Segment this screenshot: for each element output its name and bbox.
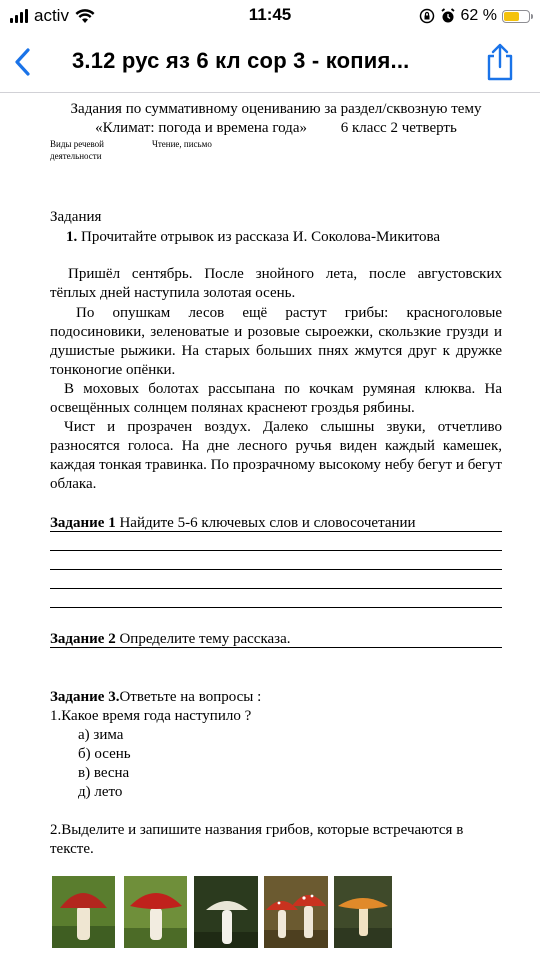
story-paragraph-3: В моховых болотах рассыпана по кочкам румяная клюква. На освещённых солнцем полянах краснеют гроздья рябины. [50,381,502,416]
answer-line [50,647,502,648]
assessment-header-line-1: Задания по суммативному оцениванию за раздел/сквозную тему [70,101,482,117]
navigation-bar [0,32,540,93]
task-z3 [50,688,261,707]
speech-activity-label-2: деятельности [50,151,102,161]
answer-line [50,607,502,608]
question-2: 2.Выделите и запишите названия грибов, которые встречаются в тексте. [50,822,464,857]
story-paragraph-4: Чист и прозрачен воздух. Далеко слышны звуки, отчетливо разносятся голоса. На дне лесного ручья виден каждый камешек, каждая тонкая травинка. По прозрачному высокому небу бегут и бегут облака. [50,419,502,492]
status-right [419,4,530,28]
option-c: в) весна [78,765,130,781]
document-title: 3.12 рус яз 6 кл сор 3 - копия... [72,48,410,73]
answer-line [50,531,502,532]
speech-activity-value: Чтение, письмо [152,139,212,149]
battery-fill [504,12,519,21]
mushroom-photo-3 [194,876,258,948]
mushroom-photo-2 [124,876,187,948]
question-1: 1.Какое время года наступило ? [50,708,252,724]
mushroom-photo-1 [52,876,115,948]
tasks-heading: Задания [50,209,102,225]
carrier-name: activ [34,6,69,25]
task-z1-label: Задание 1 [50,515,116,531]
answer-line [50,569,502,570]
mushroom-photos [52,876,392,948]
option-b: б) осень [78,746,131,762]
option-a: а) зима [78,727,124,743]
task-1-number: 1. [66,229,78,245]
orientation-lock-icon [419,8,435,24]
task-z2-label: Задание 2 [50,631,116,647]
story-paragraph-2: По опушкам лесов ещё растут грибы: красноголовые подосиновики, зеленоватые и розовые сыроежки, скользкие грузди и душистые рыжики. На старых больших пнях жмутся друг к дружке тонконогие опёнки. [50,305,502,378]
mushroom-photo-5 [334,876,392,948]
speech-activity-label: Виды речевой [50,139,104,149]
story-paragraph-1: Пришёл сентябрь. После знойного лета, после августовских тёплых дней наступила золотая осень. [50,266,502,301]
task-z1-text: Найдите 5-6 ключевых слов и словосочетании [115,515,416,531]
answer-line [50,550,502,551]
alarm-icon [440,8,456,24]
task-z3-text: Ответьте на вопросы : [119,689,262,705]
clock-time: 11:45 [248,5,292,24]
battery-percent: 62 % [460,7,497,24]
battery-icon [502,10,530,23]
task-1-instruction [66,228,440,247]
task-z3-label: Задание 3. [50,689,120,705]
option-d: д) лето [78,784,123,800]
answer-line [50,588,502,589]
assessment-header-line-2: «Климат: погода и времена года» 6 класс 2 четверть [95,120,457,136]
mushroom-photo-4 [264,876,328,948]
share-icon[interactable] [482,42,518,82]
task-1-text: Прочитайте отрывок из рассказа И. Соколова-Микитова [77,229,441,245]
back-chevron-icon[interactable] [8,44,42,80]
task-z2-text: Определите тему рассказа. [115,631,291,647]
status-bar [0,0,540,32]
